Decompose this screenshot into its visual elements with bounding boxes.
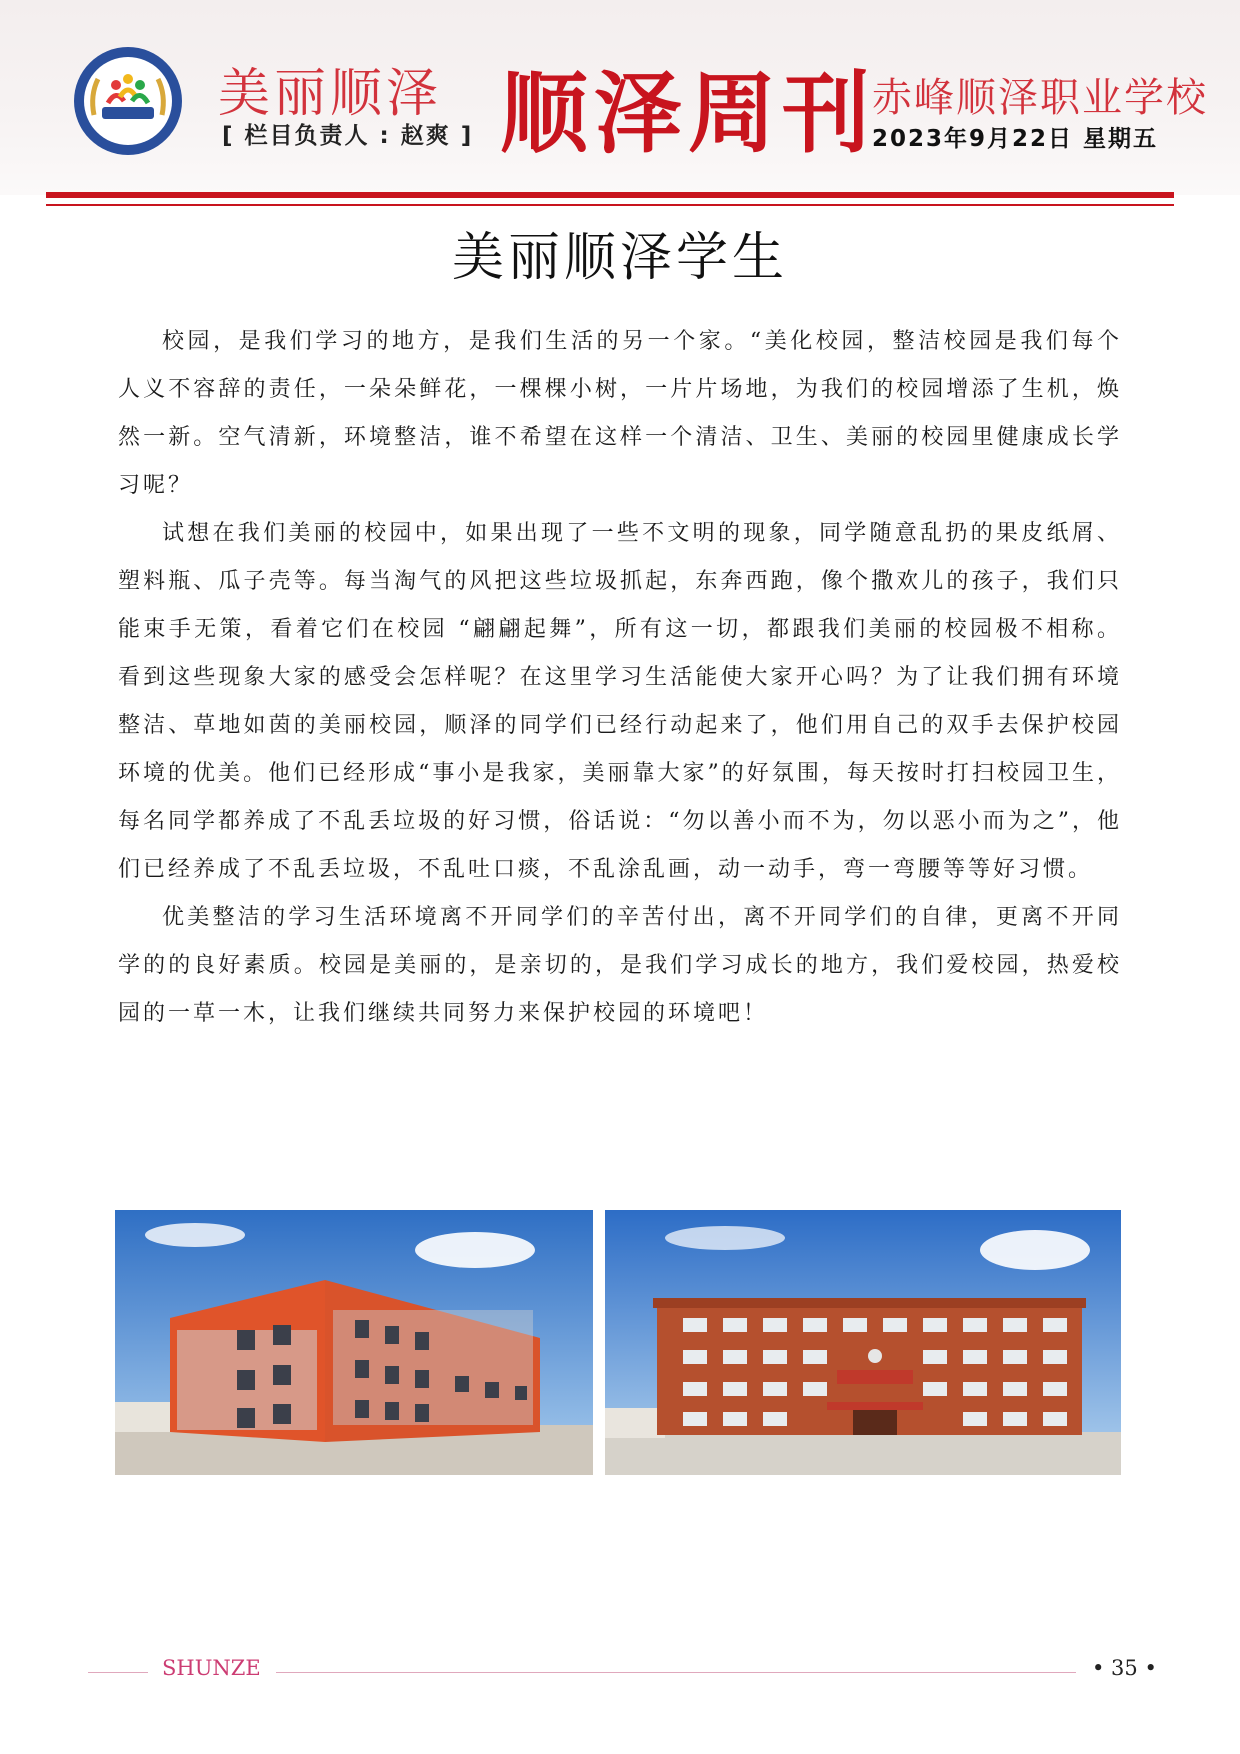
page-number: • 35 • [1092, 1656, 1157, 1680]
column-name: 美丽顺泽 [218, 64, 443, 124]
header-divider [46, 192, 1174, 198]
article-title: 美丽顺泽学生 [451, 228, 788, 288]
article-body [118, 318, 1122, 1038]
school-building-photo-2 [605, 1210, 1121, 1475]
school-building-photo-1 [115, 1210, 593, 1475]
header-divider-thin [46, 204, 1174, 206]
footer-line [276, 1672, 1076, 1673]
school-emblem-icon [72, 45, 184, 157]
footer-line [88, 1672, 148, 1673]
publication-title: 顺泽周刊 [500, 62, 877, 165]
paragraph: 优美整洁的学习生活环境离不开同学们的辛苦付出，离不开同学们的自律，更离不开同学的的良好素质。校园是美丽的，是亲切的，是我们学习成长的地方，我们爱校园，热爱校园的一草一木，让我们继续共同努力来保护校园的环境吧！ [118, 905, 1122, 1026]
issue-date: 2023年9月22日 星期五 [872, 126, 1159, 152]
school-name: 赤峰顺泽职业学校 [872, 75, 1208, 121]
footer-brand: SHUNZE [162, 1656, 261, 1680]
column-editor: [ 栏目负责人 : 赵爽 ] [222, 123, 474, 149]
paragraph: 校园，是我们学习的地方，是我们生活的另一个家。“美化校园，整洁校园是我们每个人义不容辞的责任，一朵朵鲜花，一棵棵小树，一片片场地，为我们的校园增添了生机，焕然一新。空气清新，环境整洁，谁不希望在这样一个清洁、卫生、美丽的校园里健康成长学习呢？ [118, 329, 1122, 498]
paragraph: 试想在我们美丽的校园中，如果出现了一些不文明的现象，同学随意乱扔的果皮纸屑、塑料瓶、瓜子壳等。每当淘气的风把这些垃圾抓起，东奔西跑，像个撒欢儿的孩子，我们只能束手无策，看着它们在校园 “翩翩起舞”，所有这一切，都跟我们美丽的校园极不相称。看到这些现象大家的感受会怎样呢？在这里学习生活能使大家开心吗？为了让我们拥有环境整洁、草地如茵的美丽校园，顺泽的同学们已经行动起来了，他们用自己的双手去保护校园环境的优美。他们已经形成“事小是我家，美丽靠大家”的好氛围，每天按时打扫校园卫生，每名同学都养成了不乱丢垃圾的好习惯，俗话说：“勿以善小而不为，勿以恶小而为之”，他们已经养成了不乱丢垃圾，不乱吐口痰，不乱涂乱画，动一动手，弯一弯腰等等好习惯。 [118, 521, 1122, 882]
